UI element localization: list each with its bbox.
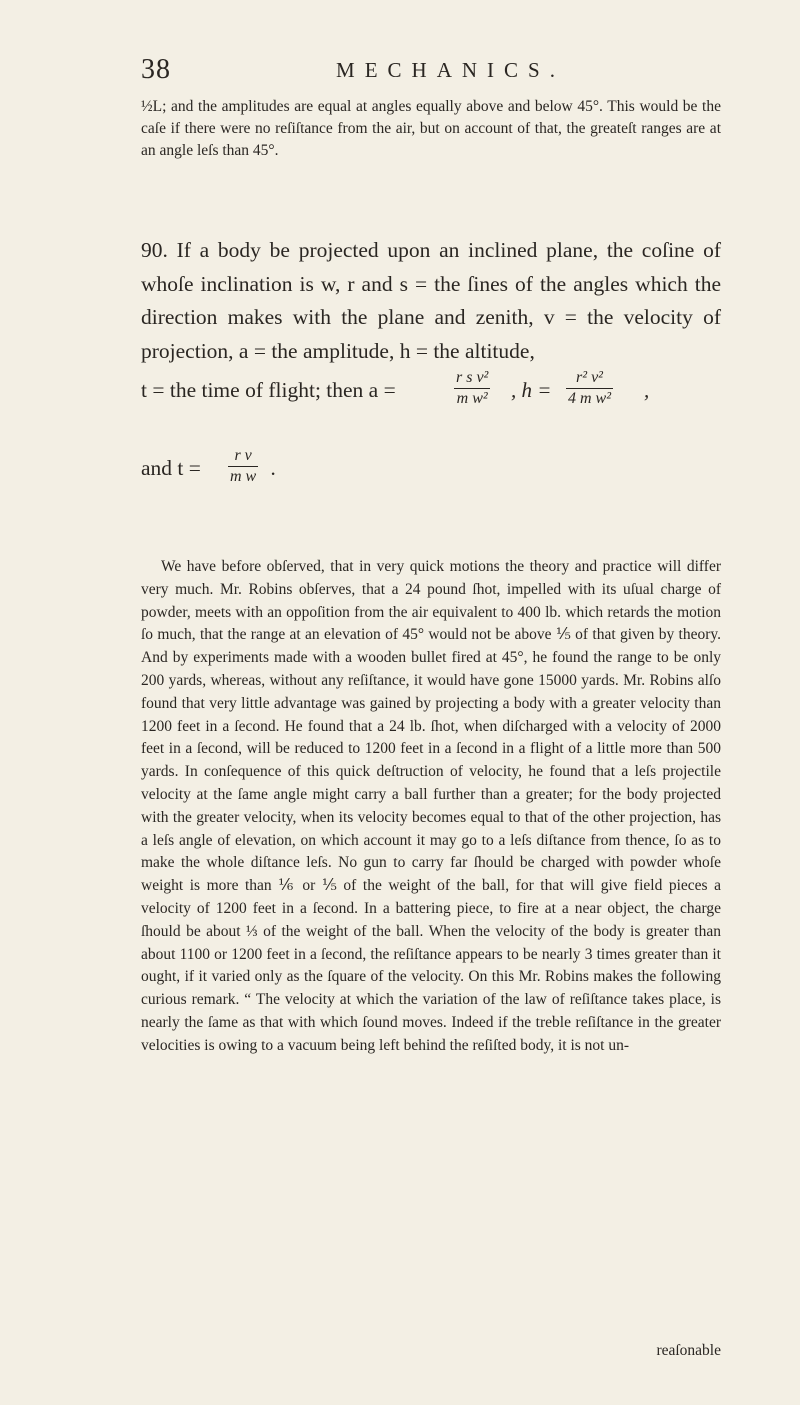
t-denominator: m w [230,468,257,485]
h-numerator: r² v² [566,368,613,389]
t-numerator: r v [228,446,258,467]
page-number: 38 [141,54,171,85]
top-paragraph: ½L; and the amplitudes are equal at angles equally above and below 45°. This would be the caſe if there were no reſiſtance from the air, but on account of that, the greateſt ranges are at an angle leſs than 45°. [141,98,721,159]
formula-line [141,362,741,422]
body-paragraph: We have before obſerved, that in very quick motions the theory and practice will differ very much. Mr. Robins obſerves, that a 24 pound ſhot, impelled with its uſual charge of powder, meets with an oppoſition from the air equivalent to 400 lb. which retards the motion ſo much, that the range at an elevation of 45° would not be above ⅕ of that given by theory. And by experiments made with a wooden bullet fired at 45°, he found the range to be only 200 yards, whereas, without any reſiſtance, it would have gone 15000 yards. Mr. Robins alſo found that very little advantage was gained by projecting a body with a greater velocity than 1200 feet in a ſecond. He found that a 24 lb. ſhot, when diſcharged with a velocity of 2000 feet in a ſecond, will be reduced to 1200 feet in a ſecond in a flight of a little more than 500 yards. In conſequence of this quick deſtruction of velocity, he found that a leſs projectile velocity at the ſame angle might carry a ball further than a greater; for the body projected with the greater velocity, when its velocity becomes equal to that of the other projection, has a leſs angle of elevation, on which account it may go to a leſs diſtance from thence, ſo as to make the whole diſtance leſs. No gun to carry far ſhould be charged with powder whoſe weight is more than ⅙ or ⅕ of the weight of the ball, for that will give field pieces a velocity of 1200 feet in a ſecond. In a battering piece, to fire at a near object, the charge ſhould be about ⅓ of the weight of the ball. When the velocity of the body is greater than about 1100 or 1200 feet in a ſecond, the reſiſtance appears to be nearly 3 times greater than it ought, if it varied only as the ſquare of the velocity. On this Mr. Robins makes the following curious remark. “ The velocity at which the variation of the law of reſiſtance takes place, is nearly the ſame as that with which ſound moves. Indeed if the treble reſiſtance in the greater velocities is owing to a vacuum being left behind the reſiſted body, it is not un- [141,558,721,1054]
t-tail: . [271,456,277,480]
a-fraction [454,368,490,409]
t-fraction [228,446,258,487]
t-formula-line [141,440,441,500]
catchword: reaſonable [656,1342,721,1359]
h-label: , h = [511,378,552,402]
formula-tail: , [644,378,650,402]
running-head: MECHANICS. [336,58,565,82]
h-denominator: 4 m w² [568,390,612,407]
page-header [141,54,700,94]
a-denominator: m w² [456,390,488,407]
t-label: and t = [141,456,201,480]
a-numerator: r s v² [454,368,490,389]
h-fraction [566,368,613,409]
formula-label: t = the time of flight; then a = [141,378,396,402]
section-90-paragraph: 90. If a body be projected upon an inclined plane, the coſine of whoſe inclination is w, r and s = the ſines of the angles which the direction makes with the plane and zenith, v = the velocity of projection, a = the amplitude, h = the altitude, [141,238,721,363]
